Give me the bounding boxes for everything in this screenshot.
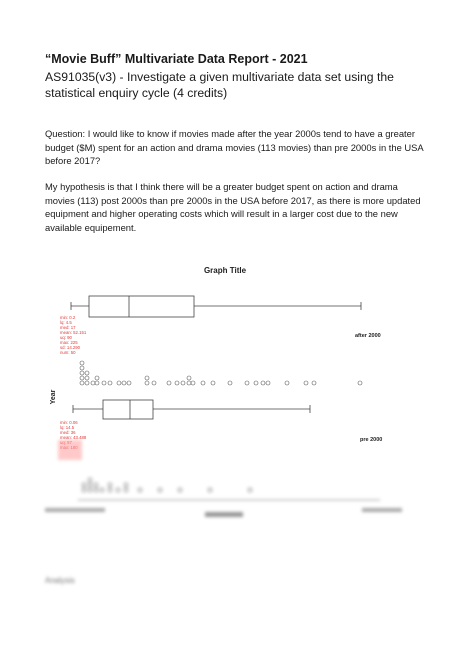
group-label-pre-2000: pre 2000 [360, 437, 383, 443]
dot [181, 381, 185, 385]
dot [108, 381, 112, 385]
box-iqr [89, 296, 194, 317]
dot [85, 376, 89, 380]
dot [266, 381, 270, 385]
dot [312, 381, 316, 385]
dot [80, 371, 84, 375]
box-iqr [103, 400, 153, 419]
boxplot-after-2000 [71, 296, 361, 317]
report-subtitle: AS91035(v3) - Investigate a given multivariate data set using the statistical enquiry cycle (4 credits) [45, 70, 394, 100]
blurred-dot [100, 488, 104, 492]
dot [102, 381, 106, 385]
dot [80, 376, 84, 380]
stat-text: mean: 52.151 [60, 330, 87, 335]
dot [167, 381, 171, 385]
stat-text: med: 36 [60, 430, 76, 435]
blurred-dot [82, 483, 86, 487]
boxplot-pre-2000 [73, 400, 310, 419]
dot [358, 381, 362, 385]
dot [91, 381, 95, 385]
stat-text: min: 0.2 [60, 315, 76, 320]
dot [191, 381, 195, 385]
stats-after-2000 [60, 315, 87, 355]
blurred-dot [94, 488, 98, 492]
stat-text: mean: 43.488 [60, 435, 87, 440]
question-paragraph: Question: I would like to know if movies made after the year 2000s tend to have a greater budget ($M) spent for an action and drama movies (113 movies) than pre 2000s in the USA before 2017? [45, 128, 424, 167]
dot [152, 381, 156, 385]
dot [122, 381, 126, 385]
stat-text: max: 225 [60, 340, 78, 345]
stat-text: lq: 14.5 [60, 425, 75, 430]
dot [80, 361, 84, 365]
dot [145, 376, 149, 380]
group-label-after-2000: after 2000 [355, 333, 381, 339]
stat-text: med: 17 [60, 325, 76, 330]
dot [228, 381, 232, 385]
dot [95, 376, 99, 380]
footer-label: Analysis [45, 576, 75, 585]
dot [117, 381, 121, 385]
blurred-dot [88, 483, 92, 487]
stat-text: lq: 4.5 [60, 320, 72, 325]
dot [187, 376, 191, 380]
stat-text: num: 50 [60, 350, 76, 355]
blurred-dot [248, 488, 252, 492]
dot [95, 381, 99, 385]
hypothesis-paragraph: My hypothesis is that I think there will be a greater budget spent on action and drama movies (113) post 2000s than pre 2000s in the USA before 2017, as there is more updated equipment and higher operating costs which will result in a larger cost due to the new available equipement. [45, 181, 421, 233]
dot [245, 381, 249, 385]
y-axis-label: Year [50, 389, 57, 405]
blurred-dot [88, 488, 92, 492]
stat-text: min: 0.06 [60, 420, 78, 425]
dot [80, 366, 84, 370]
dot [201, 381, 205, 385]
blurred-dot [108, 488, 112, 492]
blurred-dot [88, 478, 92, 482]
dot-plot [80, 361, 362, 385]
blurred-dot [82, 488, 86, 492]
chart-title: Graph Title [203, 266, 247, 275]
blurred-lower-chart [45, 478, 402, 517]
dot [85, 371, 89, 375]
dot [80, 381, 84, 385]
dot [187, 381, 191, 385]
blurred-dot [208, 488, 212, 492]
dot [85, 381, 89, 385]
dot [211, 381, 215, 385]
blurred-dot [94, 483, 98, 487]
dot [175, 381, 179, 385]
blurred-dot [138, 488, 142, 492]
dot [254, 381, 258, 385]
stat-text: uq: 90 [60, 335, 72, 340]
report-title: “Movie Buff” Multivariate Data Report - 2021 [45, 52, 308, 66]
blurred-dot [108, 483, 112, 487]
dot [145, 381, 149, 385]
blurred-dot [178, 488, 182, 492]
dot [285, 381, 289, 385]
dot [261, 381, 265, 385]
blurred-dot [158, 488, 162, 492]
blurred-dot [124, 483, 128, 487]
dot [304, 381, 308, 385]
stat-text: sd: 14.290 [60, 345, 81, 350]
blurred-dot [124, 488, 128, 492]
dot [127, 381, 131, 385]
blurred-dot [116, 488, 120, 492]
blurred-region [58, 440, 82, 460]
